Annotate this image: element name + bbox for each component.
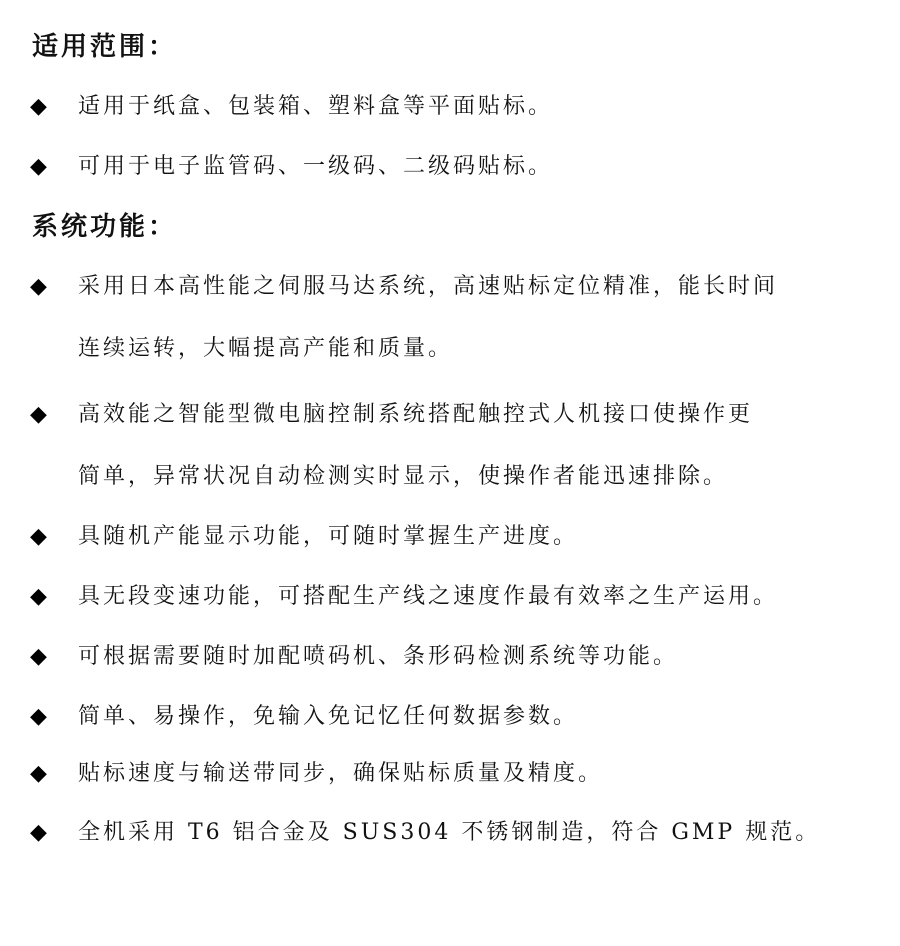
diamond-bullet-icon: ◆ [30, 524, 47, 549]
list-item-text: 可根据需要随时加配喷码机、条形码检测系统等功能。 [78, 644, 679, 669]
section-heading-scope: 适用范围： [32, 32, 178, 62]
diamond-bullet-icon: ◆ [30, 402, 47, 427]
diamond-bullet-icon: ◆ [30, 274, 47, 299]
diamond-bullet-icon: ◆ [30, 584, 47, 609]
diamond-bullet-icon: ◆ [30, 820, 47, 845]
list-item-text: 适用于纸盒、包装箱、塑料盒等平面贴标。 [78, 94, 554, 119]
list-item-text: 具无段变速功能，可搭配生产线之速度作最有效率之生产运用。 [78, 584, 779, 609]
list-item-text-continued: 简单，异常状况自动检测实时显示，使操作者能迅速排除。 [78, 464, 729, 489]
list-item-text: 贴标速度与输送带同步，确保贴标质量及精度。 [78, 761, 604, 786]
diamond-bullet-icon: ◆ [30, 154, 47, 179]
diamond-bullet-icon: ◆ [30, 704, 47, 729]
diamond-bullet-icon: ◆ [30, 94, 47, 119]
list-item-text: 采用日本高性能之伺服马达系统，高速贴标定位精准，能长时间 [78, 274, 779, 299]
list-item-text: 高效能之智能型微电脑控制系统搭配触控式人机接口使操作更 [78, 402, 754, 427]
section-heading-functions: 系统功能： [32, 212, 178, 242]
diamond-bullet-icon: ◆ [30, 644, 47, 669]
diamond-bullet-icon: ◆ [30, 761, 47, 786]
list-item-text: 具随机产能显示功能，可随时掌握生产进度。 [78, 524, 579, 549]
list-item-text-continued: 连续运转，大幅提高产能和质量。 [78, 336, 454, 361]
list-item-text: 全机采用 T6 铝合金及 SUS304 不锈钢制造，符合 GMP 规范。 [78, 820, 821, 845]
list-item-text: 可用于电子监管码、一级码、二级码贴标。 [78, 154, 554, 179]
list-item-text: 简单、易操作，免输入免记忆任何数据参数。 [78, 704, 579, 729]
